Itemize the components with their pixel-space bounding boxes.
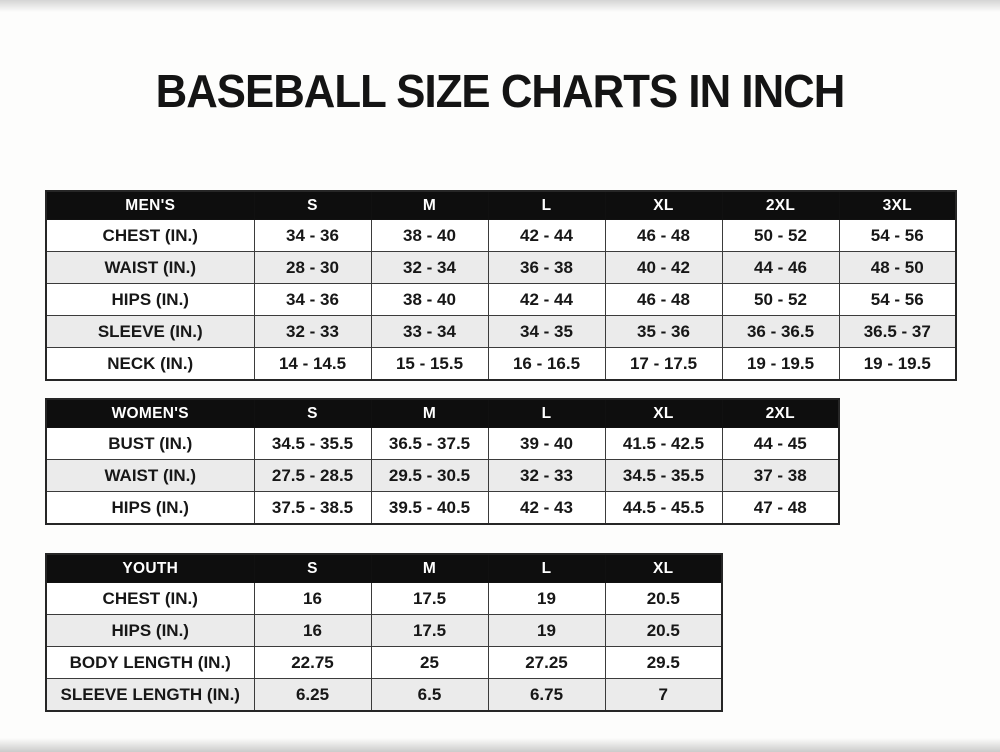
row-label: HIPS (IN.)	[46, 284, 254, 316]
size-column-header: S	[254, 554, 371, 583]
size-cell: 17.5	[371, 615, 488, 647]
size-cell: 37 - 38	[722, 460, 839, 492]
size-column-header: 2XL	[722, 399, 839, 428]
row-label: HIPS (IN.)	[46, 492, 254, 525]
group-header: MEN'S	[46, 191, 254, 220]
size-cell: 14 - 14.5	[254, 348, 371, 381]
size-cell: 32 - 33	[254, 316, 371, 348]
size-cell: 17 - 17.5	[605, 348, 722, 381]
table-row	[46, 583, 722, 615]
size-cell: 19	[488, 615, 605, 647]
size-cell: 29.5	[605, 647, 722, 679]
table-row	[46, 428, 839, 460]
size-table-youth	[45, 553, 723, 712]
size-column-header: M	[371, 399, 488, 428]
size-cell: 36 - 36.5	[722, 316, 839, 348]
row-label: WAIST (IN.)	[46, 460, 254, 492]
table-row	[46, 348, 956, 381]
size-column-header: XL	[605, 554, 722, 583]
row-label: SLEEVE LENGTH (IN.)	[46, 679, 254, 712]
size-cell: 35 - 36	[605, 316, 722, 348]
size-cell: 33 - 34	[371, 316, 488, 348]
size-cell: 48 - 50	[839, 252, 956, 284]
size-cell: 44.5 - 45.5	[605, 492, 722, 525]
size-cell: 6.25	[254, 679, 371, 712]
row-label: CHEST (IN.)	[46, 583, 254, 615]
size-cell: 36.5 - 37.5	[371, 428, 488, 460]
size-column-header: XL	[605, 191, 722, 220]
size-table-womens	[45, 398, 840, 525]
size-cell: 44 - 46	[722, 252, 839, 284]
size-column-header: 3XL	[839, 191, 956, 220]
size-column-header: L	[488, 399, 605, 428]
size-cell: 16	[254, 615, 371, 647]
size-table-mens	[45, 190, 957, 381]
table-row	[46, 252, 956, 284]
size-cell: 34 - 36	[254, 220, 371, 252]
size-cell: 50 - 52	[722, 220, 839, 252]
page-title: BASEBALL SIZE CHARTS IN INCH	[155, 65, 845, 117]
table-row	[46, 679, 722, 712]
size-cell: 38 - 40	[371, 284, 488, 316]
size-cell: 54 - 56	[839, 220, 956, 252]
table-row	[46, 284, 956, 316]
size-cell: 38 - 40	[371, 220, 488, 252]
size-cell: 37.5 - 38.5	[254, 492, 371, 525]
size-cell: 46 - 48	[605, 284, 722, 316]
group-header: WOMEN'S	[46, 399, 254, 428]
size-cell: 19 - 19.5	[839, 348, 956, 381]
size-column-header: 2XL	[722, 191, 839, 220]
row-label: CHEST (IN.)	[46, 220, 254, 252]
size-cell: 41.5 - 42.5	[605, 428, 722, 460]
header-row	[46, 191, 956, 220]
row-label: NECK (IN.)	[46, 348, 254, 381]
size-column-header: M	[371, 191, 488, 220]
size-cell: 19	[488, 583, 605, 615]
size-cell: 39 - 40	[488, 428, 605, 460]
table-row	[46, 647, 722, 679]
size-cell: 16 - 16.5	[488, 348, 605, 381]
table-row	[46, 492, 839, 525]
size-column-header: L	[488, 191, 605, 220]
size-cell: 6.75	[488, 679, 605, 712]
size-cell: 15 - 15.5	[371, 348, 488, 381]
table-row	[46, 460, 839, 492]
table-row	[46, 615, 722, 647]
size-cell: 32 - 34	[371, 252, 488, 284]
size-cell: 20.5	[605, 615, 722, 647]
size-cell: 19 - 19.5	[722, 348, 839, 381]
size-cell: 25	[371, 647, 488, 679]
size-cell: 34 - 36	[254, 284, 371, 316]
size-cell: 42 - 44	[488, 284, 605, 316]
size-cell: 47 - 48	[722, 492, 839, 525]
size-cell: 34 - 35	[488, 316, 605, 348]
row-label: SLEEVE (IN.)	[46, 316, 254, 348]
row-label: HIPS (IN.)	[46, 615, 254, 647]
size-cell: 7	[605, 679, 722, 712]
size-cell: 32 - 33	[488, 460, 605, 492]
size-cell: 28 - 30	[254, 252, 371, 284]
table-row	[46, 316, 956, 348]
size-cell: 34.5 - 35.5	[254, 428, 371, 460]
size-cell: 29.5 - 30.5	[371, 460, 488, 492]
size-cell: 27.25	[488, 647, 605, 679]
row-label: BODY LENGTH (IN.)	[46, 647, 254, 679]
size-column-header: S	[254, 399, 371, 428]
size-cell: 40 - 42	[605, 252, 722, 284]
size-cell: 39.5 - 40.5	[371, 492, 488, 525]
size-cell: 44 - 45	[722, 428, 839, 460]
size-column-header: L	[488, 554, 605, 583]
header-row	[46, 554, 722, 583]
size-cell: 54 - 56	[839, 284, 956, 316]
size-cell: 22.75	[254, 647, 371, 679]
row-label: BUST (IN.)	[46, 428, 254, 460]
size-cell: 6.5	[371, 679, 488, 712]
size-cell: 36.5 - 37	[839, 316, 956, 348]
size-cell: 17.5	[371, 583, 488, 615]
size-cell: 46 - 48	[605, 220, 722, 252]
size-cell: 16	[254, 583, 371, 615]
size-cell: 34.5 - 35.5	[605, 460, 722, 492]
size-cell: 42 - 44	[488, 220, 605, 252]
size-column-header: M	[371, 554, 488, 583]
size-cell: 36 - 38	[488, 252, 605, 284]
size-column-header: XL	[605, 399, 722, 428]
group-header: YOUTH	[46, 554, 254, 583]
size-cell: 20.5	[605, 583, 722, 615]
header-row	[46, 399, 839, 428]
size-column-header: S	[254, 191, 371, 220]
size-cell: 50 - 52	[722, 284, 839, 316]
size-cell: 42 - 43	[488, 492, 605, 525]
row-label: WAIST (IN.)	[46, 252, 254, 284]
size-cell: 27.5 - 28.5	[254, 460, 371, 492]
table-row	[46, 220, 956, 252]
